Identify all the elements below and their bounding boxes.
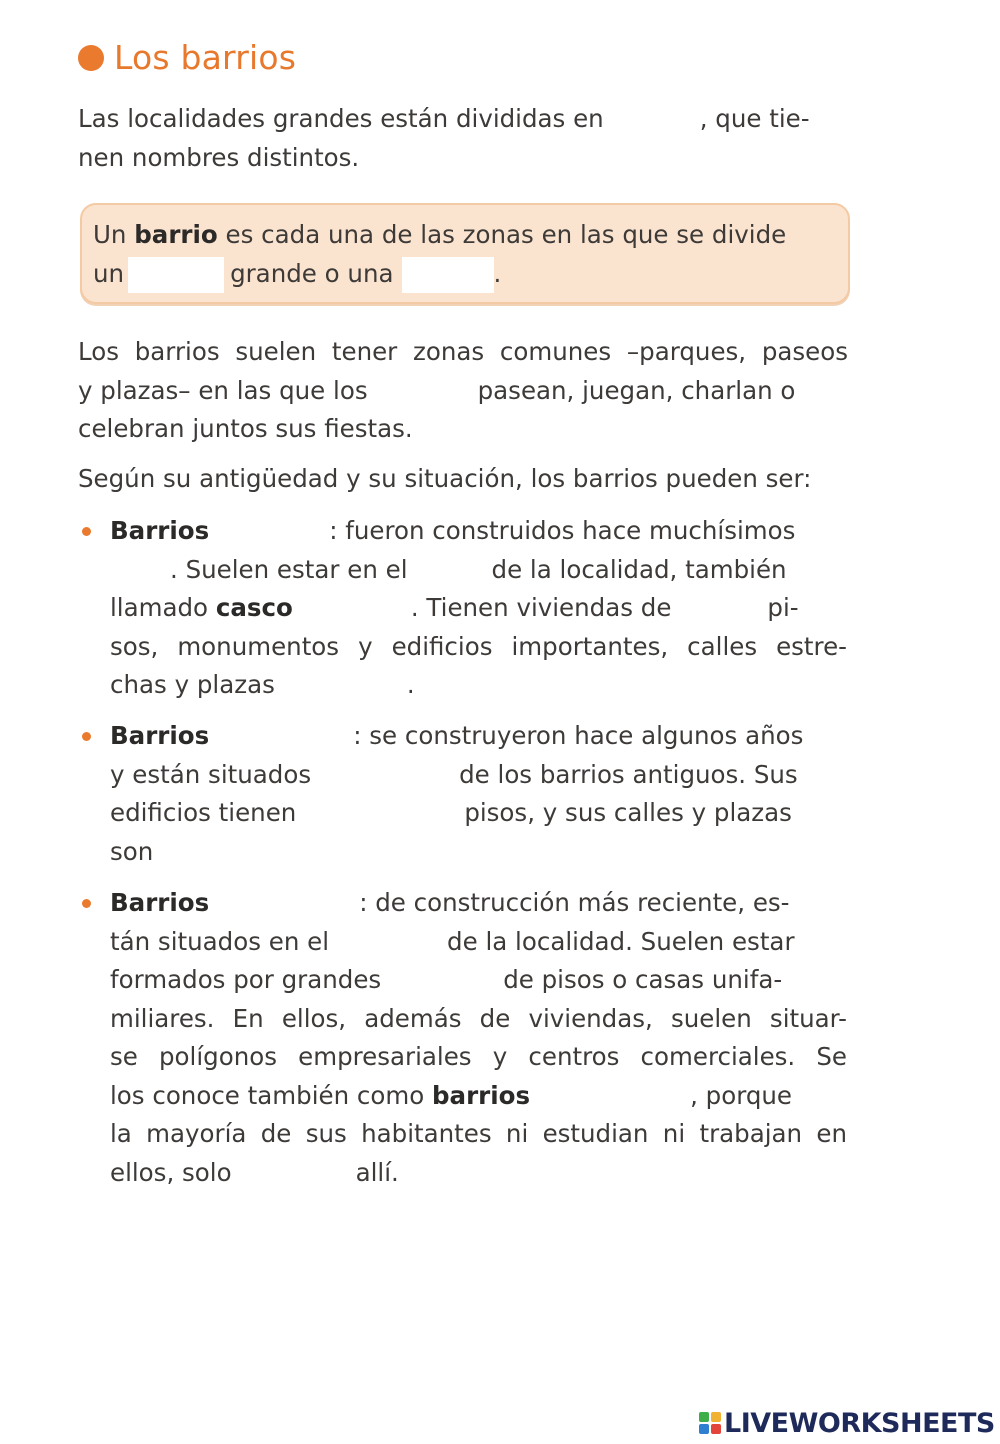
types-intro xyxy=(78,460,848,499)
section-title: Los barrios xyxy=(114,38,297,77)
blank-input[interactable] xyxy=(293,594,411,624)
definition-text xyxy=(93,215,833,292)
blank-input[interactable] xyxy=(232,1159,356,1189)
blank-input[interactable] xyxy=(209,722,353,752)
blank-input[interactable] xyxy=(275,671,407,701)
definition-text-part: . xyxy=(493,258,502,288)
blank-input[interactable] xyxy=(311,761,459,791)
item-text: . Tienen viviendas de xyxy=(410,593,672,622)
intro-paragraph xyxy=(78,100,848,177)
blank-input[interactable] xyxy=(368,377,478,407)
blank-input[interactable] xyxy=(110,556,170,586)
item-text: edificios tienen xyxy=(110,798,297,827)
item-text: de los barrios antiguos. Sus xyxy=(459,759,798,789)
item-text: pisos, y sus calles y plazas xyxy=(464,798,792,827)
item-text: allí. xyxy=(355,1157,399,1187)
item-text: : se construyeron hace algunos años xyxy=(353,721,804,750)
definition-text-part: un xyxy=(93,258,125,288)
definition-text-part: Un xyxy=(93,220,127,249)
paragraph-text: y plazas– en las que los xyxy=(78,375,368,405)
item-text: de pisos o casas unifa- xyxy=(503,965,783,994)
item-text: : fueron construidos hace muchísimos xyxy=(329,516,796,545)
paragraph-text: pasean, juegan, charlan o xyxy=(477,375,796,405)
item-text: chas y plazas xyxy=(110,670,275,699)
blank-input[interactable] xyxy=(402,257,494,293)
blank-input[interactable] xyxy=(604,105,700,135)
item-text: ellos, solo xyxy=(110,1157,232,1187)
bullet-icon xyxy=(82,527,91,536)
item-text: de la localidad. Suelen estar xyxy=(447,926,795,956)
blank-input[interactable] xyxy=(153,838,263,868)
blank-input[interactable] xyxy=(671,594,767,624)
item-text: pi- xyxy=(767,593,799,622)
item-text: llamado xyxy=(110,593,209,622)
item-keyword: casco xyxy=(215,593,293,622)
liveworksheets-logo xyxy=(699,1408,995,1439)
definition-text-part: es cada una de las zonas en las que se divide xyxy=(225,220,787,249)
item-text: son xyxy=(110,836,154,866)
item-text: . xyxy=(406,670,415,699)
item-text: los conoce también como xyxy=(110,1080,425,1110)
orange-dot-icon xyxy=(78,45,104,71)
paragraph-text: Según su antigüedad y su situación, los barrios pueden ser: xyxy=(78,464,812,493)
bullet-icon xyxy=(82,732,91,741)
item-text: . Suelen estar en el xyxy=(170,554,408,584)
intro-text: , que tie- xyxy=(699,104,810,133)
item-text: y están situados xyxy=(110,759,312,789)
item-label: Barrios xyxy=(110,721,210,750)
item-text: , porque xyxy=(690,1080,792,1110)
item-text: miliares. En ellos, además de viviendas, suelen situar- xyxy=(110,1003,847,1033)
item-keyword: barrios xyxy=(432,1080,531,1110)
blank-input[interactable] xyxy=(329,928,447,958)
intro-text: nen nombres distintos. xyxy=(78,142,360,172)
blank-input[interactable] xyxy=(209,517,329,547)
intro-text: Las localidades grandes están divididas en xyxy=(78,104,604,133)
common-areas-paragraph xyxy=(78,333,848,449)
blank-input[interactable] xyxy=(381,966,503,996)
definition-keyword: barrio xyxy=(134,220,218,249)
blank-input[interactable] xyxy=(408,556,492,586)
item-text: se polígonos empresariales y centros comerciales. Se xyxy=(110,1042,847,1071)
section-header xyxy=(78,38,296,77)
blank-input[interactable] xyxy=(530,1082,690,1112)
list-item-newer-neighborhoods xyxy=(110,717,847,871)
paragraph-text: celebran juntos sus fiestas. xyxy=(78,414,413,443)
definition-text-part: grande o una xyxy=(230,258,394,288)
item-label: Barrios xyxy=(110,516,210,545)
item-text: la mayoría de sus habitantes ni estudian ni trabajan en xyxy=(110,1119,847,1148)
logo-text: LIVEWORKSHEETS xyxy=(724,1408,995,1439)
item-text: tán situados en el xyxy=(110,926,330,956)
blank-input[interactable] xyxy=(209,889,359,919)
item-text: de la localidad, también xyxy=(491,554,787,584)
blank-input[interactable] xyxy=(296,799,464,829)
logo-icon xyxy=(699,1412,723,1436)
blank-input[interactable] xyxy=(128,257,224,293)
list-item-outskirts-neighborhoods xyxy=(110,884,847,1192)
bullet-icon xyxy=(82,899,91,908)
item-text: formados por grandes xyxy=(110,965,382,994)
list-item-old-neighborhoods xyxy=(110,512,847,705)
paragraph-text: Los barrios suelen tener zonas comunes –parques, paseos xyxy=(78,337,848,366)
item-text: : de construcción más reciente, es- xyxy=(359,888,790,917)
item-text: sos, monumentos y edificios importantes, calles estre- xyxy=(110,631,847,661)
item-label: Barrios xyxy=(110,888,210,917)
